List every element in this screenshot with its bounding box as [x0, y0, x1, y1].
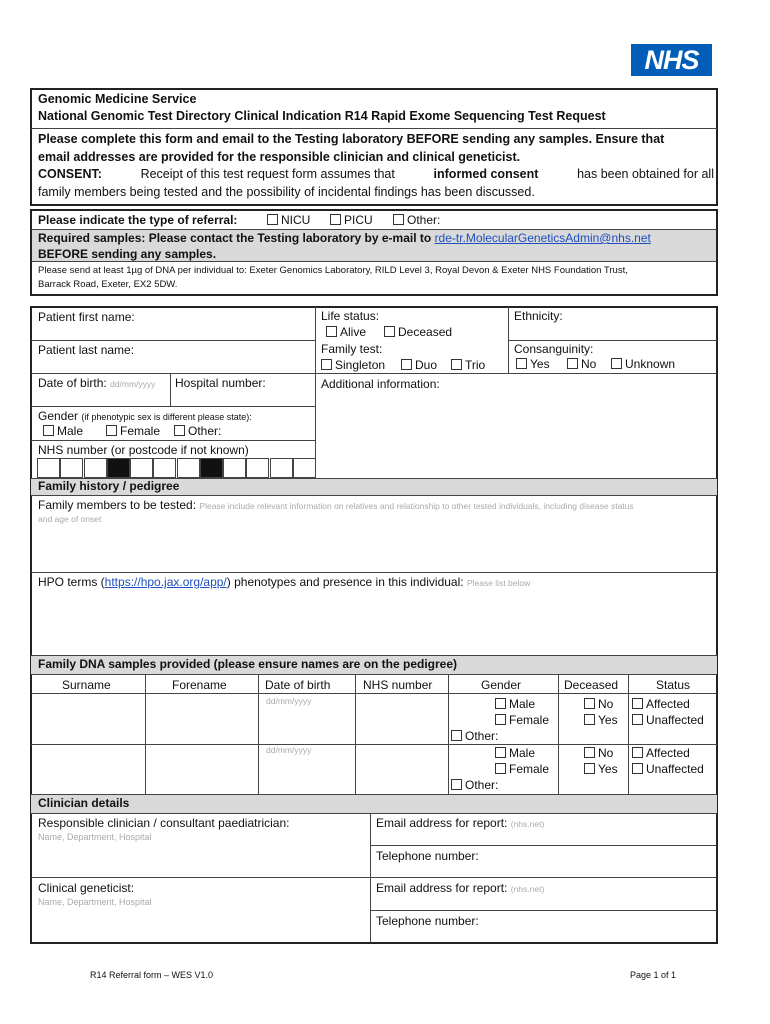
referral-type-label: Please indicate the type of referral:: [38, 213, 238, 227]
checkbox[interactable]: [326, 326, 337, 337]
life-status-deceased[interactable]: Deceased: [384, 325, 452, 339]
consent-label: CONSENT:: [38, 167, 102, 181]
patient-last-name-label[interactable]: Patient last name:: [38, 343, 135, 357]
col-status: Status: [656, 678, 691, 692]
checkbox[interactable]: [43, 425, 54, 436]
responsible-phone-label[interactable]: Telephone number:: [376, 849, 479, 863]
checkbox[interactable]: [495, 763, 506, 774]
geneticist-email-label[interactable]: Email address for report: (nhs.net): [376, 881, 545, 895]
gender-male[interactable]: Male: [43, 424, 83, 438]
checkbox[interactable]: [330, 214, 341, 225]
row1-gender-female[interactable]: Female: [495, 713, 549, 727]
nhs-digit-box[interactable]: [223, 458, 246, 478]
required-samples-text: Required samples: Please contact the Testing laboratory by e-mail to rde-tr.MolecularGeneticsAdmin@nhs.net: [38, 231, 651, 245]
row2-gender-male[interactable]: Male: [495, 746, 535, 760]
hpo-hint: Please list below: [466, 578, 531, 588]
instruction-line-2: email addresses are provided for the responsible clinician and clinical geneticist.: [38, 150, 521, 164]
clinical-geneticist-label[interactable]: Clinical geneticist:: [38, 881, 135, 895]
family-members-hint: Please include relevant information on relatives and relationship to other tested individuals, including disease status: [199, 501, 634, 511]
instruction-line-1: Please complete this form and email to the Testing laboratory BEFORE sending any samples. Ensure that: [38, 132, 665, 146]
footer-form-name: R14 Referral form – WES V1.0: [90, 970, 214, 980]
row2-deceased-no[interactable]: No: [584, 746, 613, 760]
nhs-digit-box[interactable]: [177, 458, 200, 478]
hpo-link[interactable]: https://hpo.jax.org/app/: [104, 575, 227, 589]
life-status-label: Life status:: [321, 309, 380, 323]
patient-box: [30, 306, 718, 944]
dna-samples-heading: Family DNA samples provided (please ensure names are on the pedigree): [38, 657, 458, 671]
gender-other[interactable]: Other:: [174, 424, 221, 438]
service-title: Genomic Medicine Service: [38, 92, 197, 106]
row1-status-affected[interactable]: Affected: [632, 697, 690, 711]
checkbox[interactable]: [584, 763, 595, 774]
checkbox[interactable]: [495, 698, 506, 709]
family-test-duo[interactable]: Duo: [401, 358, 437, 372]
checkbox[interactable]: [584, 714, 595, 725]
row2-status-affected[interactable]: Affected: [632, 746, 690, 760]
nhs-separator: [200, 458, 223, 478]
col-gender: Gender: [481, 678, 522, 692]
consent-pre: Receipt of this test request form assumes that: [140, 167, 395, 181]
family-members-hint-2: and age of onset: [38, 514, 102, 524]
checkbox[interactable]: [632, 763, 643, 774]
checkbox[interactable]: [584, 747, 595, 758]
row1-gender-male[interactable]: Male: [495, 697, 535, 711]
geneticist-phone-label[interactable]: Telephone number:: [376, 914, 479, 928]
referral-option-nicu[interactable]: NICU: [267, 213, 310, 227]
nhs-digit-box[interactable]: [293, 458, 316, 478]
checkbox[interactable]: [401, 359, 412, 370]
row2-status-unaffected[interactable]: Unaffected: [632, 762, 704, 776]
gender-label: Gender (if phenotypic sex is different please state):: [38, 409, 252, 423]
nhs-number-label: NHS number (or postcode if not known): [38, 443, 249, 457]
send-address-line-2: Barrack Road, Exeter, EX2 5DW.: [38, 279, 178, 290]
nhs-logo: NHS: [631, 44, 712, 76]
row1-deceased-no[interactable]: No: [584, 697, 613, 711]
hpo-terms-label[interactable]: HPO terms (https://hpo.jax.org/app/) phenotypes and presence in this individual: Please list below: [38, 575, 531, 589]
footer-page: Page 1 of 1: [630, 970, 677, 980]
dob-label[interactable]: Date of birth: dd/mm/yyyy: [38, 376, 156, 390]
row1-dob-placeholder[interactable]: dd/mm/yyyy: [266, 696, 312, 706]
checkbox[interactable]: [451, 779, 462, 790]
nhs-digit-box[interactable]: [84, 458, 107, 478]
family-test-singleton[interactable]: Singleton: [321, 358, 385, 372]
checkbox[interactable]: [516, 358, 527, 369]
nhs-digit-box[interactable]: [246, 458, 269, 478]
nhs-digit-box[interactable]: [37, 458, 60, 478]
family-history-heading: Family history / pedigree: [38, 479, 180, 493]
checkbox[interactable]: [384, 326, 395, 337]
send-address-line-1: Please send at least 1µg of DNA per individual to: Exeter Genomics Laboratory, RILD Level 3, Royal Devon & Exeter NHS Foundation Trust,: [38, 265, 628, 276]
responsible-email-label[interactable]: Email address for report: (nhs.net): [376, 816, 545, 830]
col-surname: Surname: [62, 678, 111, 692]
checkbox[interactable]: [584, 698, 595, 709]
checkbox[interactable]: [451, 730, 462, 741]
nhs-digit-box[interactable]: [270, 458, 293, 478]
consanguinity-no[interactable]: No: [567, 357, 596, 371]
family-test-label: Family test:: [321, 342, 383, 356]
consanguinity-unknown[interactable]: Unknown: [611, 357, 675, 371]
col-dob: Date of birth: [265, 678, 331, 692]
col-nhs-number: NHS number: [363, 678, 433, 692]
form-title: National Genomic Test Directory Clinical Indication R14 Rapid Exome Sequencing Test Request: [38, 109, 606, 123]
col-forename: Forename: [172, 678, 227, 692]
checkbox[interactable]: [267, 214, 278, 225]
consanguinity-label: Consanguinity:: [514, 342, 594, 356]
col-deceased: Deceased: [564, 678, 619, 692]
row1-gender-other[interactable]: Other:: [451, 729, 498, 743]
checkbox[interactable]: [451, 359, 462, 370]
row1-deceased-yes[interactable]: Yes: [584, 713, 618, 727]
life-status-alive[interactable]: Alive: [326, 325, 366, 339]
row2-deceased-yes[interactable]: Yes: [584, 762, 618, 776]
row2-gender-female[interactable]: Female: [495, 762, 549, 776]
checkbox[interactable]: [106, 425, 117, 436]
consent-line-2: family members being tested and the possibility of incidental findings has been discussed.: [38, 185, 535, 199]
checkbox[interactable]: [321, 359, 332, 370]
responsible-clinician-hint: Name, Department, Hospital: [38, 832, 152, 842]
checkbox[interactable]: [495, 747, 506, 758]
family-test-trio[interactable]: Trio: [451, 358, 485, 372]
row2-gender-other[interactable]: Other:: [451, 778, 498, 792]
checkbox[interactable]: [174, 425, 185, 436]
nhs-digit-box[interactable]: [130, 458, 153, 478]
clinical-geneticist-hint: Name, Department, Hospital: [38, 897, 152, 907]
referral-option-picu[interactable]: PICU: [330, 213, 373, 227]
checkbox[interactable]: [567, 358, 578, 369]
referral-option-other[interactable]: Other:: [393, 213, 440, 227]
responsible-clinician-label[interactable]: Responsible clinician / consultant paediatrician:: [38, 816, 290, 830]
consanguinity-yes[interactable]: Yes: [516, 357, 550, 371]
additional-info-label[interactable]: Additional information:: [321, 377, 440, 391]
consent-bold: informed consent: [433, 167, 539, 181]
hospital-number-label[interactable]: Hospital number:: [175, 376, 266, 390]
checkbox[interactable]: [611, 358, 622, 369]
nhs-digit-box[interactable]: [153, 458, 176, 478]
gender-female[interactable]: Female: [106, 424, 160, 438]
checkbox[interactable]: [393, 214, 404, 225]
row1-status-unaffected[interactable]: Unaffected: [632, 713, 704, 727]
ethnicity-label[interactable]: Ethnicity:: [514, 309, 563, 323]
checkbox[interactable]: [495, 714, 506, 725]
clinician-heading: Clinician details: [38, 796, 130, 810]
checkbox[interactable]: [632, 747, 643, 758]
nhs-separator: [107, 458, 130, 478]
consent-post: has been obtained for all: [577, 167, 714, 181]
checkbox[interactable]: [632, 714, 643, 725]
consent-line-1: [38, 167, 714, 181]
nhs-digit-box[interactable]: [60, 458, 83, 478]
before-sending-text: BEFORE sending any samples.: [38, 247, 217, 261]
patient-first-name-label[interactable]: Patient first name:: [38, 310, 135, 324]
family-members-label[interactable]: Family members to be tested: Please include relevant information on relatives and relationship to other tested individuals, including disease status: [38, 498, 634, 512]
lab-email-link[interactable]: rde-tr.MolecularGeneticsAdmin@nhs.net: [434, 231, 651, 245]
checkbox[interactable]: [632, 698, 643, 709]
dob-placeholder: dd/mm/yyyy: [110, 379, 156, 389]
row2-dob-placeholder[interactable]: dd/mm/yyyy: [266, 745, 312, 755]
